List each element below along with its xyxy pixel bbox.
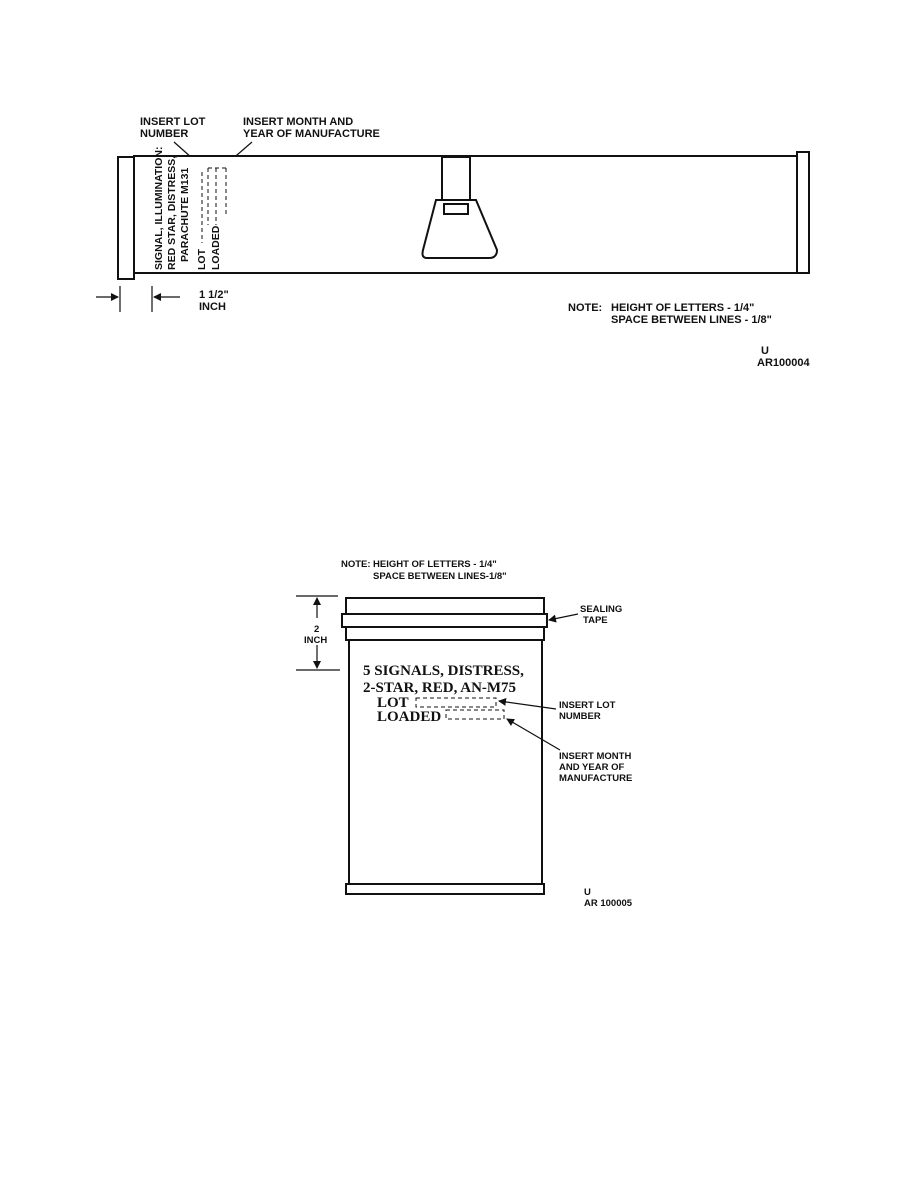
marking-line-2: 2-STAR, RED, AN-M75 bbox=[363, 680, 517, 696]
callout-month-line2: AND YEAR OF bbox=[559, 762, 625, 773]
marking-line-2: RED STAR, DISTRESS, bbox=[166, 155, 178, 270]
figure-1-signal-tube bbox=[96, 116, 810, 369]
container-lid bbox=[346, 598, 544, 614]
figure-id: AR 100005 bbox=[584, 898, 633, 909]
sealing-tape-arrow bbox=[549, 614, 578, 620]
callout-lot-line2: NUMBER bbox=[140, 128, 189, 140]
container-lid-lower bbox=[346, 627, 544, 640]
callout-month-line1: INSERT MONTH bbox=[559, 751, 632, 762]
marking-line-1: 5 SIGNALS, DISTRESS, bbox=[363, 663, 524, 679]
dimension-unit: INCH bbox=[199, 301, 226, 313]
lot-label: LOT bbox=[377, 695, 409, 711]
callout-lot-line2: NUMBER bbox=[559, 711, 601, 722]
dimension-unit: INCH bbox=[304, 635, 328, 646]
tube-left-cap bbox=[118, 157, 134, 279]
tube-handle-slot bbox=[444, 204, 468, 214]
sealing-tape-band bbox=[342, 614, 547, 627]
note-line-1: HEIGHT OF LETTERS - 1/4" bbox=[373, 559, 497, 570]
note-label: NOTE: bbox=[341, 559, 371, 570]
note-line-2: SPACE BETWEEN LINES - 1/8" bbox=[611, 314, 772, 326]
callout-month-line1: INSERT MONTH AND bbox=[243, 116, 354, 128]
note-line-2: SPACE BETWEEN LINES-1/8" bbox=[373, 571, 507, 582]
container-base bbox=[346, 884, 544, 894]
callout-month-line2: YEAR OF MANUFACTURE bbox=[243, 128, 380, 140]
callout-month-line3: MANUFACTURE bbox=[559, 773, 633, 784]
loaded-label: LOADED bbox=[210, 225, 222, 270]
dimension-value: 2 bbox=[314, 624, 320, 635]
tube-right-cap bbox=[797, 152, 809, 273]
sealing-tape-line2: TAPE bbox=[583, 615, 608, 626]
figure-2-signal-container bbox=[296, 559, 633, 909]
figure-id: AR100004 bbox=[757, 357, 810, 369]
marking-line-1: SIGNAL, ILLUMINATION: bbox=[153, 146, 165, 270]
loaded-label: LOADED bbox=[377, 709, 442, 725]
note-label: NOTE: bbox=[568, 302, 603, 314]
sealing-tape-line1: SEALING bbox=[580, 604, 623, 615]
note-line-1: HEIGHT OF LETTERS - 1/4" bbox=[611, 302, 755, 314]
marking-line-3: PARACHUTE M131 bbox=[179, 167, 191, 262]
lot-label: LOT bbox=[196, 249, 208, 270]
callout-lot-line1: INSERT LOT bbox=[559, 700, 616, 711]
callout-lot-line1: INSERT LOT bbox=[140, 116, 206, 128]
dimension-value: 1 1/2" bbox=[199, 289, 229, 301]
classification-mark: U bbox=[584, 887, 591, 898]
classification-mark: U bbox=[761, 345, 769, 357]
